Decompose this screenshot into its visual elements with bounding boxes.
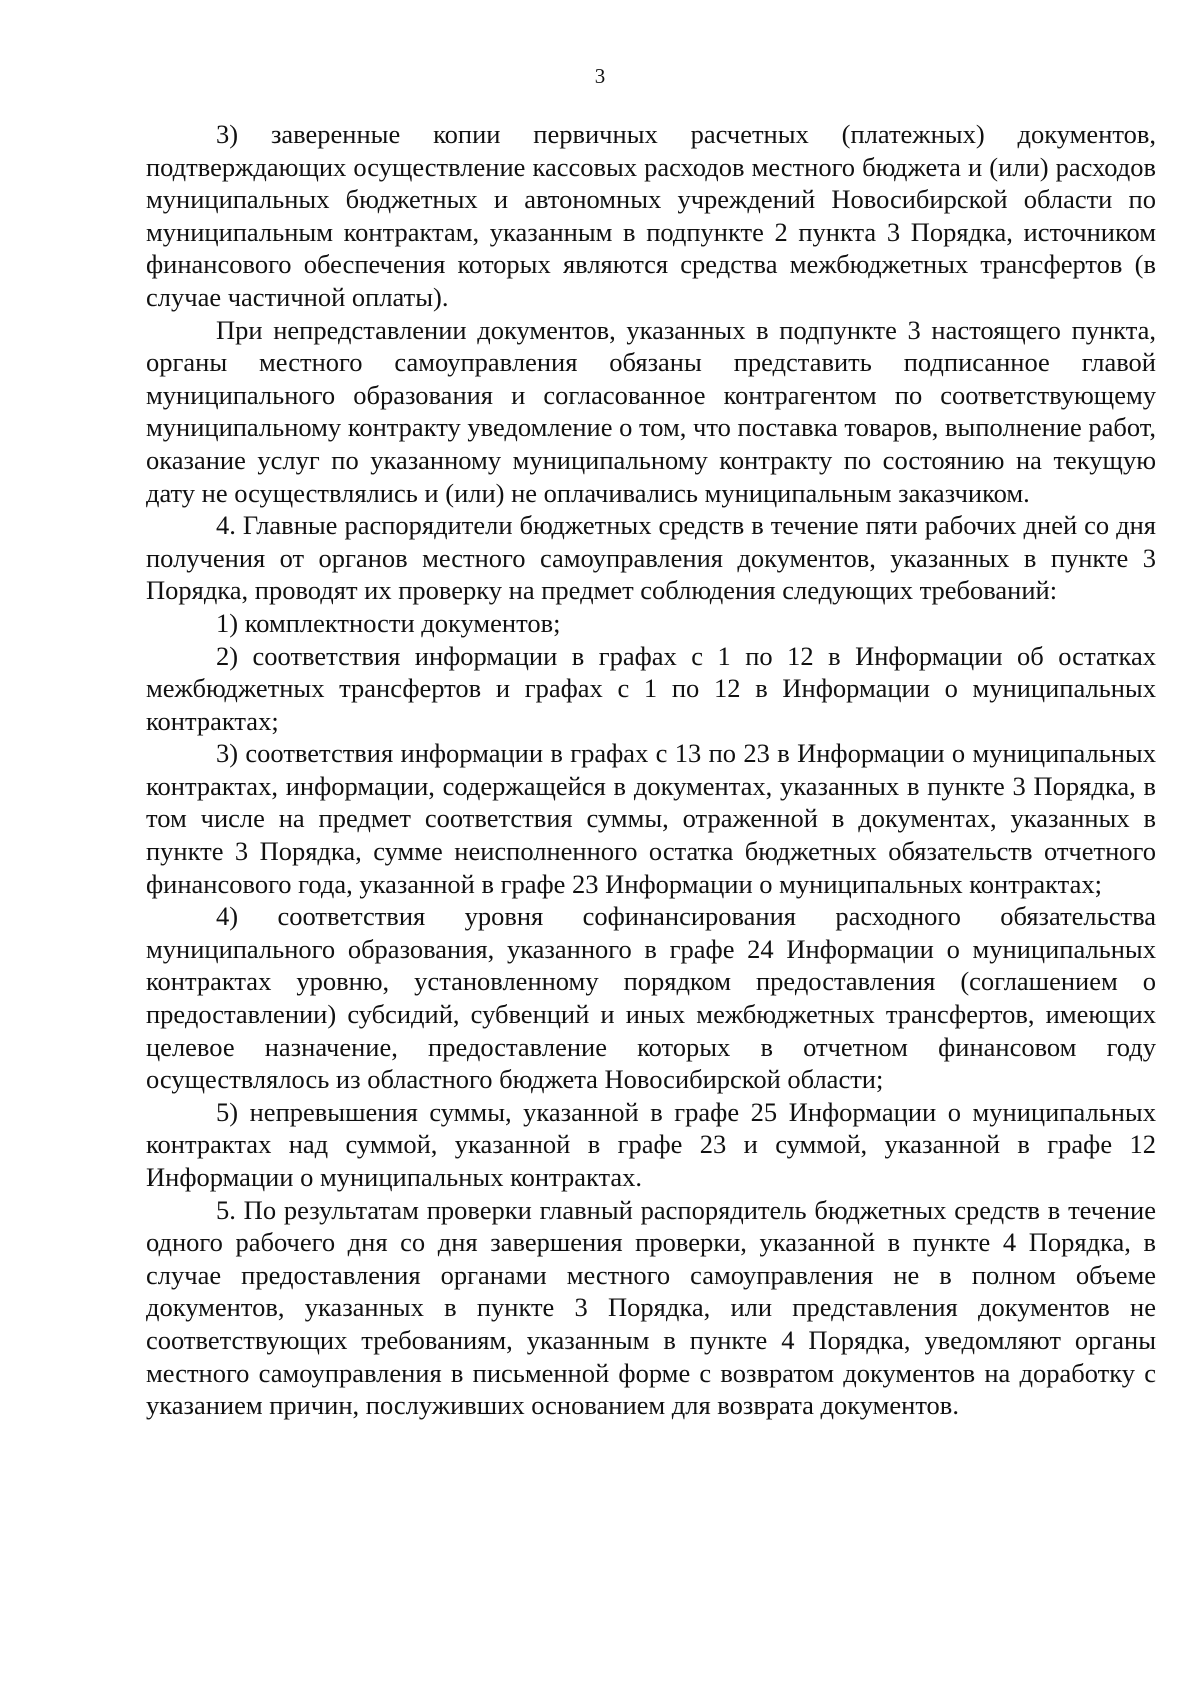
paragraph-clause-4-item-5: 5) непревышения суммы, указанной в графе 25 Информации о муниципальных контрактах над суммой, указанной в графе 23 и суммой, указанной в графе 12 Информации о муниципальных контрактах. (146, 1096, 1156, 1192)
paragraph-clause-4-item-4: 4) соответствия уровня софинансирования расходного обязательства муниципального образования, указанного в графе 24 Информации о муниципальных контрактах уровню, установленному порядком предоставления (соглашением о предоставлении) субсидий, субвенций и иных межбюджетных трансфертов, имеющих целевое назначение, предоставление которых в отчетном финансовом году осуществлялось из областного бюджета Новосибирской области; (146, 901, 1156, 1095)
paragraph-non-submission: При непредставлении документов, указанных в подпункте 3 настоящего пункта, органы местного самоуправления обязаны представить подписанное главой муниципального образования и согласованное контрагентом по соответствующему муниципальному контракту уведомление о том, что поставка товаров, выполнение работ, оказание услуг по указанному муниципальному контракту по состоянию на текущую дату не осуществлялись и (или) не оплачивались муниципальным заказчиком. (146, 314, 1156, 508)
paragraph-clause-4: 4. Главные распорядители бюджетных средств в течение пяти рабочих дней со дня получения от органов местного самоуправления документов, указанных в пункте 3 Порядка, проводят их проверку на предмет соблюдения следующих требований: (146, 510, 1156, 606)
paragraph-clause-4-item-3: 3) соответствия информации в графах с 13 по 23 в Информации о муниципальных контрактах, информации, содержащейся в документах, указанных в пункте 3 Порядка, в том числе на предмет соответствия суммы, отраженной в документах, указанных в пункте 3 Порядка, сумме неисполненного остатка бюджетных обязательств отчетного финансового года, указанной в графе 23 Информации о муниципальных контрактах; (146, 738, 1156, 899)
paragraph-clause-4-item-1: 1) комплектности документов; (216, 607, 561, 638)
paragraph-clause-4-item-2: 2) соответствия информации в графах с 1 по 12 в Информации об остатках межбюджетных трансфертов и графах с 1 по 12 в Информации о муниципальных контрактах; (146, 640, 1156, 736)
page-number: 3 (594, 64, 606, 88)
paragraph-clause-5: 5. По результатам проверки главный распорядитель бюджетных средств в течение одного рабочего дня со дня завершения проверки, указанной в пункте 4 Порядка, в случае предоставления органами местного самоуправления не в полном объеме документов, указанных в пункте 3 Порядка, или представления документов не соответствующих требованиям, указанным в пункте 4 Порядка, уведомляют органы местного самоуправления в письменной форме с возвратом документов на доработку с указанием причин, послуживших основанием для возврата документов. (146, 1194, 1156, 1421)
document-body (146, 118, 1156, 1422)
paragraph-item-3-copies: 3) заверенные копии первичных расчетных (платежных) документов, подтверждающих осуществление кассовых расходов местного бюджета и (или) расходов муниципальных бюджетных и автономных учреждений Новосибирской области по муниципальным контрактам, указанным в подпункте 2 пункта 3 Порядка, источником финансового обеспечения которых являются средства межбюджетных трансфертов (в случае частичной оплаты). (146, 119, 1156, 312)
